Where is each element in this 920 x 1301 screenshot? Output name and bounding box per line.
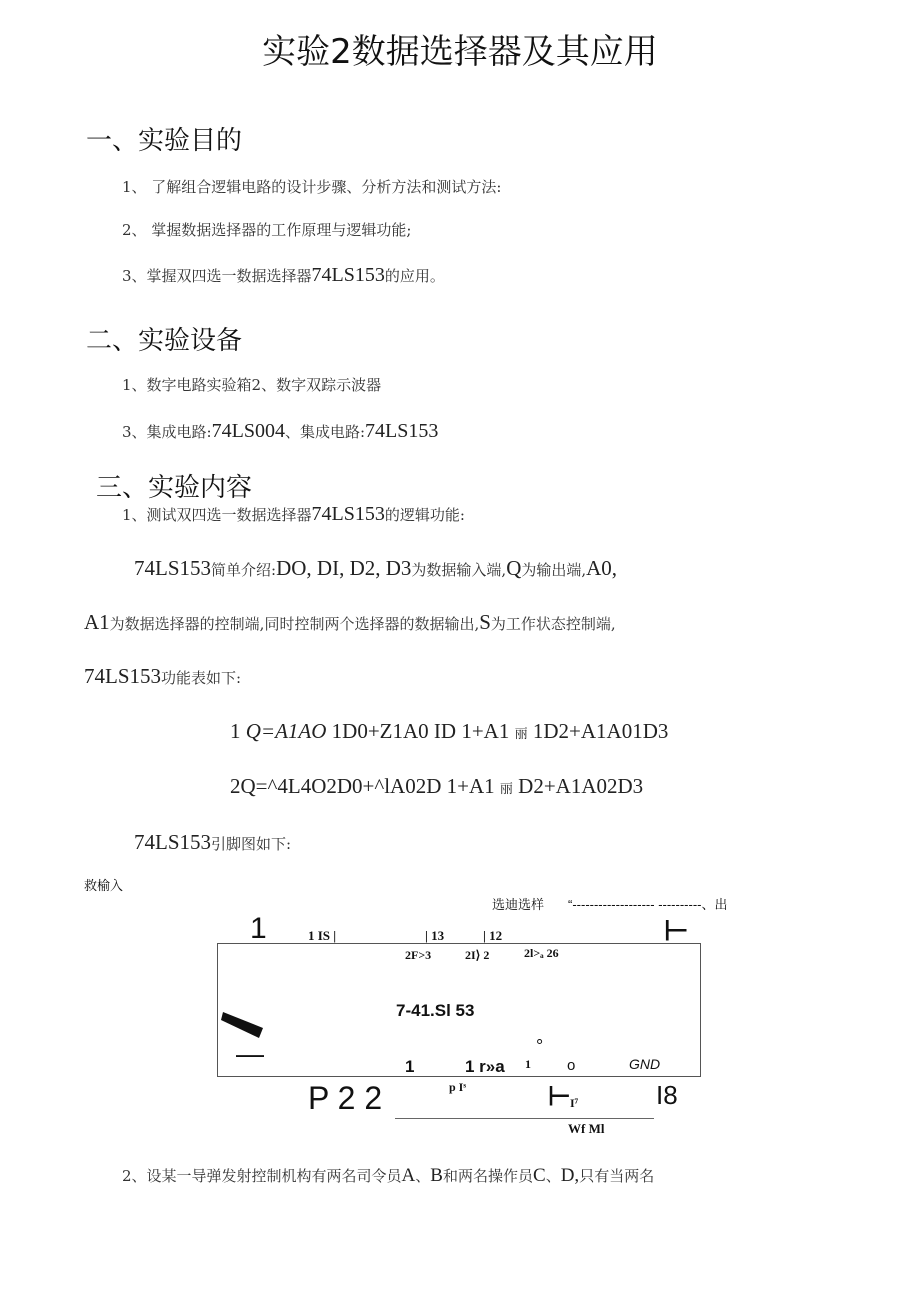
chip-model: 74LS153 xyxy=(311,503,385,525)
formula-part: 1D2+A1A01D3 xyxy=(527,719,669,743)
text: 为数据选择器的控制端,同时控制两个选择器的数据输出, xyxy=(109,615,480,633)
paragraph-line xyxy=(84,664,241,689)
pin-names: Q xyxy=(506,556,522,580)
person-name: B xyxy=(430,1165,443,1186)
pin-label: p Iˢ xyxy=(449,1080,466,1094)
text: 只有当两名 xyxy=(579,1167,655,1185)
gnd-label: GND xyxy=(629,1056,661,1072)
chip-model: 74LS004 xyxy=(211,420,285,442)
list-item: 1、数字电路实验箱2、数字双踪示波器 xyxy=(122,376,382,394)
formula-1 xyxy=(230,719,668,744)
pin-diagram-caption xyxy=(134,830,291,855)
formula-2 xyxy=(230,774,643,799)
pin-label: 1 xyxy=(525,1057,531,1071)
list-item xyxy=(122,264,445,287)
pin-label: | 13 xyxy=(425,928,445,943)
person-name: C xyxy=(533,1165,546,1186)
pin-marker: ° xyxy=(536,1036,544,1056)
section-heading-objectives: 一、实验目的 xyxy=(86,126,243,156)
pin-names: S xyxy=(479,610,491,634)
paragraph-line xyxy=(134,556,617,581)
formula-part: 2Q=^4L4O2D0+^lA02D 1+A1 xyxy=(230,774,500,798)
text: 、 xyxy=(415,1167,431,1185)
diagram-select-label: 选迪选样 xyxy=(492,897,545,912)
pin-label: 2I⟩ 2 xyxy=(465,948,490,962)
text: 引脚图如下: xyxy=(211,835,292,853)
text: 为工作状态控制端, xyxy=(490,615,616,633)
item-prefix: 3、集成电路: xyxy=(122,423,212,441)
diagram-input-label: 救榆入 xyxy=(84,878,124,893)
pin-names: A1 xyxy=(84,610,110,634)
pin-label: 2F>3 xyxy=(405,948,432,962)
item-suffix: 的应用。 xyxy=(384,267,445,285)
chip-model: 74LS153 xyxy=(84,664,162,688)
text: 和两名操作员 xyxy=(442,1167,533,1185)
pin-names: A0, xyxy=(586,556,618,580)
pin-label: I8 xyxy=(656,1080,678,1110)
text: 简单介绍: xyxy=(211,561,277,579)
item-mid: 、集成电路: xyxy=(284,423,366,441)
list-item xyxy=(122,420,438,443)
formula-part: 1D0+Z1A0 ID 1+A1 xyxy=(326,719,515,743)
chip-model: 74LS153 xyxy=(365,420,439,442)
pin-marker: o xyxy=(567,1057,576,1074)
pin-names: DO, DI, D2, D3 xyxy=(276,556,412,580)
list-item: 2、 掌握数据选择器的工作原理与逻辑功能; xyxy=(122,221,412,239)
item-suffix: 的逻辑功能: xyxy=(384,506,465,524)
paragraph-line xyxy=(84,610,616,635)
list-item xyxy=(122,503,465,526)
chip-model: 74LS153 xyxy=(311,264,385,286)
chip-model: 74LS153 xyxy=(134,830,212,854)
chip-name: 7-41.Sl 53 xyxy=(396,1001,475,1020)
text: 为输出端, xyxy=(521,561,587,579)
formula-part: D2+A1A02D3 xyxy=(512,774,644,798)
pin-label: 2l>ₐ 26 xyxy=(524,946,559,960)
text: 2、设某一导弹发射控制机构有两名司令员 xyxy=(122,1167,402,1185)
item-prefix: 3、掌握双四选一数据选择器 xyxy=(122,267,312,285)
formula-part: 丽 xyxy=(499,782,513,797)
pin-label: I⁷ xyxy=(570,1096,579,1110)
pin-dash: — xyxy=(236,1038,264,1069)
text: 功能表如下: xyxy=(161,669,242,687)
section-heading-equipment: 二、实验设备 xyxy=(86,326,243,356)
divider xyxy=(395,1118,654,1119)
pin-label: 1 IS | xyxy=(308,928,337,943)
pin-number-big: 1 xyxy=(250,912,267,945)
formula-part: Q=A1AO xyxy=(245,719,327,743)
text: 、 xyxy=(545,1167,561,1185)
section-heading-content: 三、实验内容 xyxy=(96,473,253,503)
pin-label: | 12 xyxy=(483,928,503,943)
pin-glyph: ⊢ xyxy=(548,1081,571,1111)
list-item xyxy=(122,1165,654,1187)
item-prefix: 1、测试双四选一数据选择器 xyxy=(122,506,312,524)
page-title: 实验2数据选择器及其应用 xyxy=(262,32,658,72)
person-name: A xyxy=(401,1165,416,1186)
list-item: 1、 了解组合逻辑电路的设计步骤、分析方法和测试方法: xyxy=(122,178,502,196)
person-name: D, xyxy=(560,1165,580,1186)
pin-label: 1 xyxy=(405,1057,415,1076)
pin-glyph: ⊢ xyxy=(664,915,689,946)
pin-label-p22: P 2 2 xyxy=(308,1080,383,1116)
chevron-right-icon xyxy=(221,1008,267,1042)
pin-label: 1 r»a xyxy=(465,1057,505,1076)
pin-label: Wf Ml xyxy=(568,1121,605,1136)
formula-part: 1 xyxy=(230,719,246,743)
formula-part: 丽 xyxy=(514,727,528,742)
diagram-output-dashes: “------------------- ----------、出 xyxy=(568,897,728,912)
text: 为数据输入端, xyxy=(411,561,507,579)
chip-model: 74LS153 xyxy=(134,556,212,580)
